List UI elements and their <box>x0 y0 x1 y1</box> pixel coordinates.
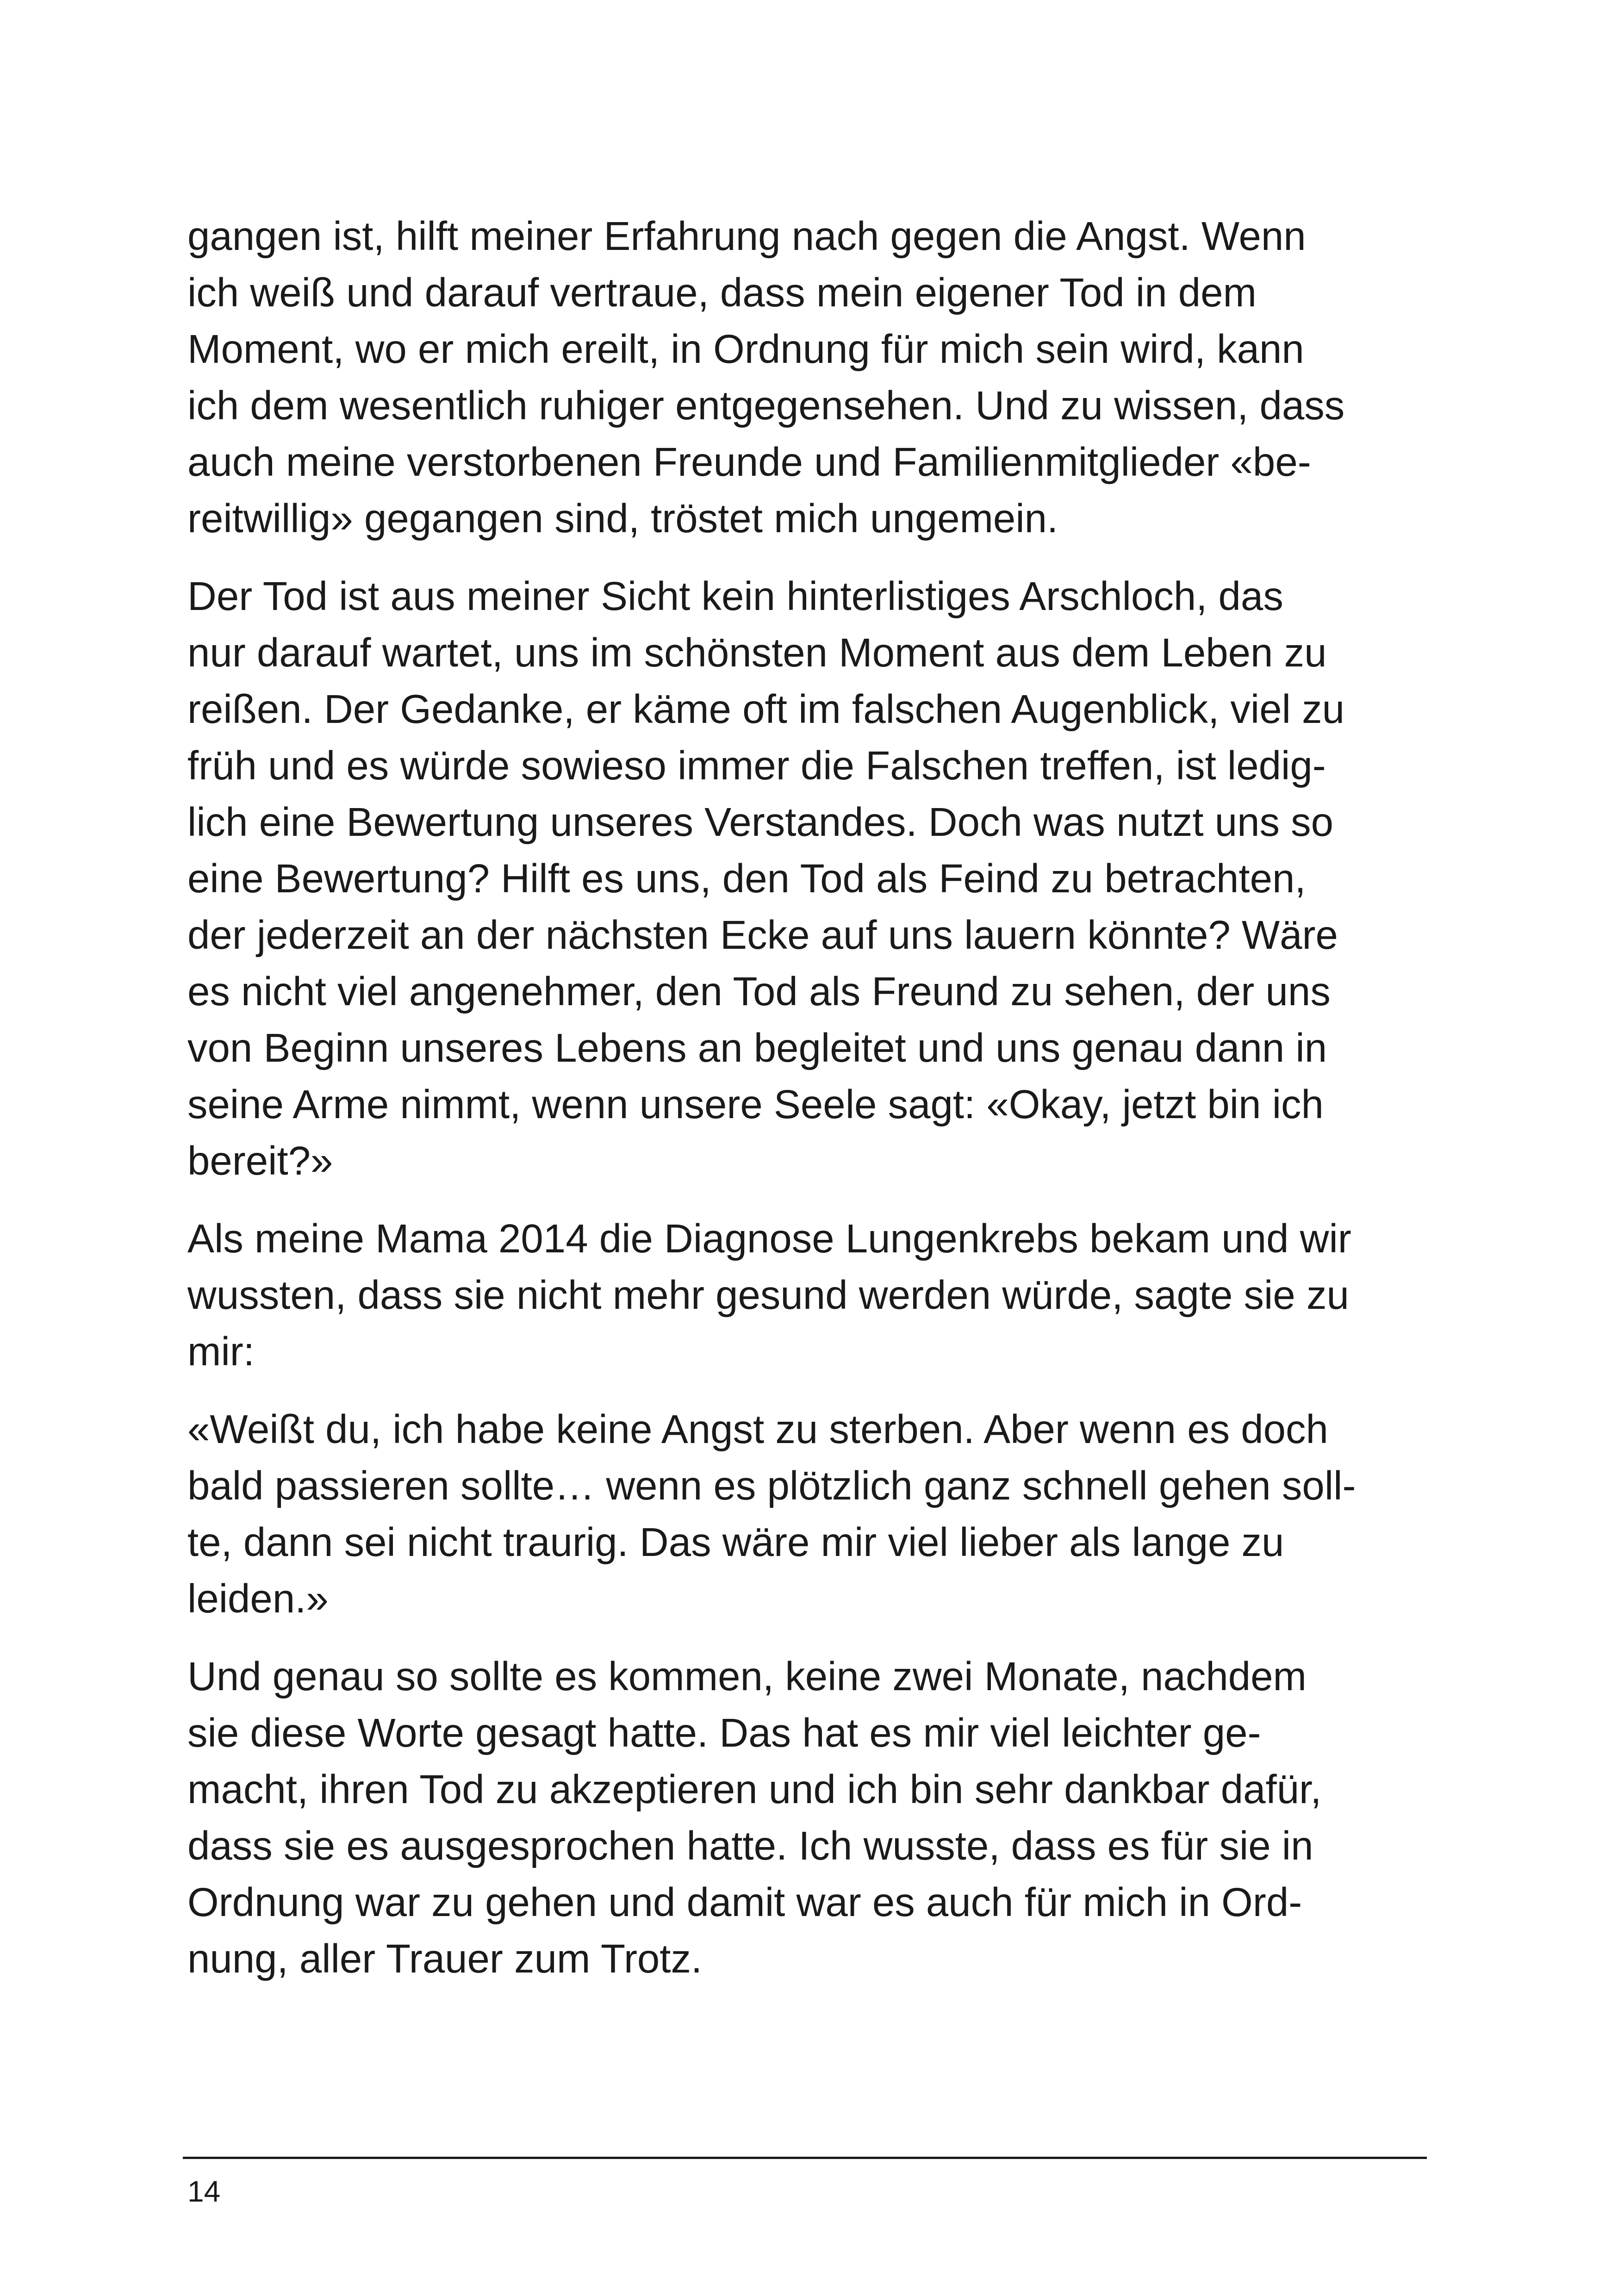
text-line: lich eine Bewertung unseres Verstandes. Doch was nutzt uns so <box>187 800 1334 845</box>
paragraph <box>187 1211 1414 1380</box>
text-line: Moment, wo er mich ereilt, in Ordnung für mich sein wird, kann <box>187 327 1304 372</box>
text-line: bald passieren sollte… wenn es plötzlich ganz schnell gehen soll- <box>187 1463 1356 1508</box>
page-number: 14 <box>187 2175 221 2208</box>
text-line: mir: <box>187 1329 255 1374</box>
text-line: wussten, dass sie nicht mehr gesund werden würde, sagte sie zu <box>187 1273 1349 1318</box>
text-line: «Weißt du, ich habe keine Angst zu sterben. Aber wenn es doch <box>187 1407 1328 1452</box>
text-line: Ordnung war zu gehen und damit war es auch für mich in Ord- <box>187 1880 1302 1925</box>
text-line: nur darauf wartet, uns im schönsten Moment aus dem Leben zu <box>187 630 1327 675</box>
text-line: der jederzeit an der nächsten Ecke auf uns lauern könnte? Wäre <box>187 913 1338 958</box>
text-line: bereit?» <box>187 1139 333 1183</box>
text-line: te, dann sei nicht traurig. Das wäre mir viel lieber als lange zu <box>187 1520 1284 1565</box>
text-line: früh und es würde sowieso immer die Falschen treffen, ist ledig- <box>187 743 1326 788</box>
paragraph <box>187 1401 1414 1627</box>
text-line: Der Tod ist aus meiner Sicht kein hinterlistiges Arschloch, das <box>187 574 1283 619</box>
text-line: gangen ist, hilft meiner Erfahrung nach gegen die Angst. Wenn <box>187 214 1306 259</box>
body-text <box>187 208 1414 2009</box>
text-line: leiden.» <box>187 1576 329 1621</box>
paragraph <box>187 208 1414 547</box>
text-line: ich dem wesentlich ruhiger entgegensehen. Und zu wissen, dass <box>187 383 1345 428</box>
paragraph <box>187 568 1414 1189</box>
text-line: von Beginn unseres Lebens an begleitet und uns genau dann in <box>187 1026 1327 1070</box>
text-line: auch meine verstorbenen Freunde und Familienmitglieder «be- <box>187 440 1311 485</box>
text-line: macht, ihren Tod zu akzeptieren und ich bin sehr dankbar dafür, <box>187 1767 1322 1812</box>
text-line: reißen. Der Gedanke, er käme oft im falschen Augenblick, viel zu <box>187 687 1345 732</box>
text-line: eine Bewertung? Hilft es uns, den Tod als Feind zu betrachten, <box>187 856 1306 901</box>
footer-divider <box>183 2157 1427 2159</box>
text-line: reitwillig» gegangen sind, tröstet mich ungemein. <box>187 496 1058 541</box>
text-line: Und genau so sollte es kommen, keine zwei Monate, nachdem <box>187 1654 1307 1699</box>
text-line: nung, aller Trauer zum Trotz. <box>187 1936 703 1981</box>
text-line: es nicht viel angenehmer, den Tod als Freund zu sehen, der uns <box>187 969 1331 1014</box>
text-line: Als meine Mama 2014 die Diagnose Lungenkrebs bekam und wir <box>187 1216 1351 1261</box>
paragraph <box>187 1649 1414 1987</box>
text-line: seine Arme nimmt, wenn unsere Seele sagt: «Okay, jetzt bin ich <box>187 1082 1324 1127</box>
text-line: dass sie es ausgesprochen hatte. Ich wusste, dass es für sie in <box>187 1823 1313 1868</box>
text-line: ich weiß und darauf vertraue, dass mein eigener Tod in dem <box>187 270 1257 315</box>
text-line: sie diese Worte gesagt hatte. Das hat es mir viel leichter ge- <box>187 1711 1261 1755</box>
